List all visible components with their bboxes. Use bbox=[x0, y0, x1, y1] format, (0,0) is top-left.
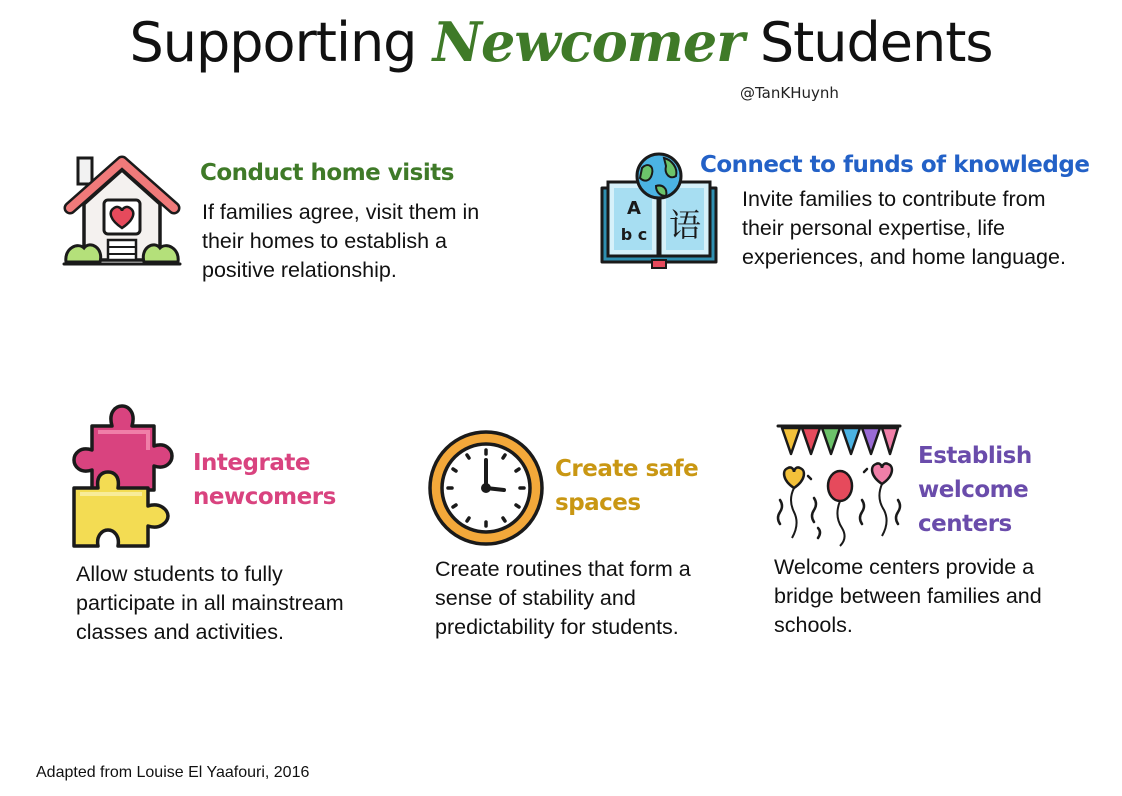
book-hanzi: 语 bbox=[668, 206, 702, 244]
source-footer: Adapted from Louise El Yaafouri, 2016 bbox=[36, 764, 310, 781]
page-title bbox=[0, 10, 1122, 74]
clock-icon bbox=[426, 428, 546, 548]
house-heart-icon bbox=[62, 154, 182, 272]
author-handle: @TanKHuynh bbox=[740, 84, 839, 102]
puzzle-icon-wrap bbox=[68, 402, 176, 554]
celebration-bunting-icon bbox=[774, 420, 904, 548]
safe-spaces-heading: Create safe spaces bbox=[555, 456, 699, 516]
celebration-icon-wrap bbox=[774, 420, 904, 548]
title-accent: Newcomer bbox=[432, 10, 744, 74]
safe-spaces-body: Create routines that form a sense of stability and predictability for students. bbox=[435, 557, 691, 639]
puzzle-pieces-icon bbox=[68, 402, 176, 554]
funds-body: Invite families to contribute from their personal expertise, life experiences, and home language. bbox=[742, 187, 1066, 269]
title-start: Supporting bbox=[129, 11, 433, 74]
clock-icon-wrap bbox=[426, 428, 546, 548]
book-letters-bc: b c bbox=[620, 225, 648, 244]
home-visits-heading: Conduct home visits bbox=[200, 160, 454, 186]
integrate-heading: Integrate newcomers bbox=[193, 450, 336, 510]
title-end: Students bbox=[743, 11, 993, 74]
integrate-body: Allow students to fully participate in all mainstream classes and activities. bbox=[76, 562, 344, 644]
welcome-centers-heading: Establish welcome centers bbox=[918, 443, 1032, 537]
book-letter-a: A bbox=[627, 198, 641, 219]
home-visits-body: If families agree, visit them in their homes to establish a positive relationship. bbox=[202, 200, 480, 282]
welcome-centers-body: Welcome centers provide a bridge between families and schools. bbox=[774, 555, 1042, 637]
home-visit-icon-wrap bbox=[62, 154, 182, 272]
funds-heading: Connect to funds of knowledge bbox=[700, 152, 1090, 178]
